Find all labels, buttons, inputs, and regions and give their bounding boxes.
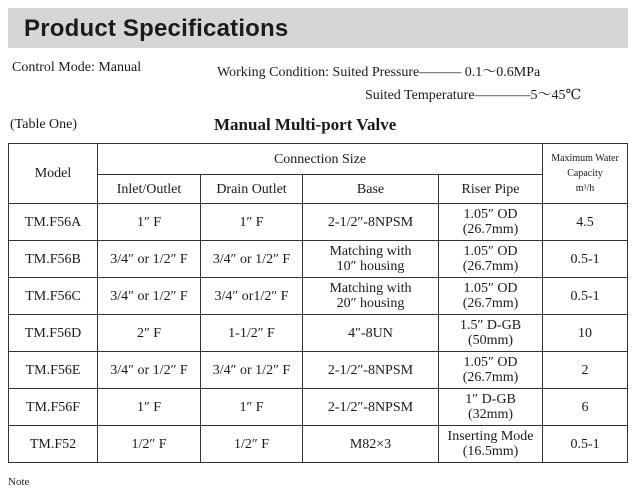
cell-drain: 1/2″ F: [201, 426, 303, 463]
col-base: Base: [303, 175, 439, 204]
cell-inlet: 1″ F: [98, 389, 201, 426]
page-title: Product Specifications: [24, 15, 289, 42]
cell-riser: 1.05″ OD (26.7mm): [439, 352, 543, 389]
cell-capacity: 6: [543, 389, 628, 426]
table-row: [9, 204, 628, 241]
cell-riser: 1″ D-GB (32mm): [439, 389, 543, 426]
cell-drain: 3/4″ or1/2″ F: [201, 278, 303, 315]
table-row: [9, 315, 628, 352]
note-label: Note: [8, 476, 30, 488]
cell-base: 2-1/2″-8NPSM: [303, 389, 439, 426]
cell-drain: 3/4″ or 1/2″ F: [201, 241, 303, 278]
cell-model: TM.F56F: [9, 389, 98, 426]
cell-capacity: 0.5-1: [543, 278, 628, 315]
cell-drain: 1″ F: [201, 204, 303, 241]
table-row: [9, 352, 628, 389]
table-row: [9, 241, 628, 278]
cell-model: TM.F52: [9, 426, 98, 463]
spec-table: [8, 143, 628, 463]
cell-capacity: 4.5: [543, 204, 628, 241]
cell-inlet: 3/4″ or 1/2″ F: [98, 352, 201, 389]
cell-capacity: 0.5-1: [543, 426, 628, 463]
cell-model: TM.F56D: [9, 315, 98, 352]
working-condition: [217, 61, 540, 81]
cell-drain: 1″ F: [201, 389, 303, 426]
control-mode: Control Mode: Manual: [12, 60, 142, 75]
cell-inlet: 2″ F: [98, 315, 201, 352]
col-max-capacity-label: Maximum Water Capacity: [551, 153, 619, 179]
header-bar: [8, 8, 628, 48]
subheader-row: [9, 175, 628, 204]
cell-inlet: 1/2″ F: [98, 426, 201, 463]
table-body: [9, 204, 628, 463]
cell-inlet: 1″ F: [98, 204, 201, 241]
cell-drain: 3/4″ or 1/2″ F: [201, 352, 303, 389]
table-row: [9, 278, 628, 315]
cell-capacity: 0.5-1: [543, 241, 628, 278]
cell-inlet: 3/4″ or 1/2″ F: [98, 241, 201, 278]
cell-model: TM.F56B: [9, 241, 98, 278]
table-row: [9, 426, 628, 463]
table-label: (Table One): [10, 117, 78, 132]
table-title: Manual Multi-port Valve: [214, 115, 397, 134]
cell-base: 4″-8UN: [303, 315, 439, 352]
table-row: [9, 389, 628, 426]
cell-capacity: 2: [543, 352, 628, 389]
suited-temperature: Suited Temperature————5～45℃: [365, 88, 582, 103]
cell-model: TM.F56E: [9, 352, 98, 389]
col-max-capacity: [543, 144, 628, 204]
cell-base: Matching with 20″ housing: [303, 278, 439, 315]
working-condition-label: Working Condition:: [217, 65, 330, 80]
col-max-capacity-unit: m³/h: [575, 183, 595, 194]
cell-riser: 1.5″ D-GB (50mm): [439, 315, 543, 352]
col-connection-size: Connection Size: [98, 144, 543, 175]
cell-drain: 1-1/2″ F: [201, 315, 303, 352]
cell-base: Matching with 10″ housing: [303, 241, 439, 278]
cell-base: M82×3: [303, 426, 439, 463]
col-inlet-outlet: Inlet/Outlet: [98, 175, 201, 204]
cell-riser: 1.05″ OD (26.7mm): [439, 241, 543, 278]
col-model: Model: [9, 144, 98, 204]
col-drain-outlet: Drain Outlet: [201, 175, 303, 204]
header-row: [9, 144, 628, 175]
cell-base: 2-1/2″-8NPSM: [303, 352, 439, 389]
cell-capacity: 10: [543, 315, 628, 352]
cell-riser: 1.05″ OD (26.7mm): [439, 204, 543, 241]
suited-pressure: Suited Pressure——— 0.1～0.6MPa: [332, 65, 541, 80]
cell-riser: Inserting Mode (16.5mm): [439, 426, 543, 463]
col-riser-pipe: Riser Pipe: [439, 175, 543, 204]
cell-base: 2-1/2″-8NPSM: [303, 204, 439, 241]
cell-model: TM.F56C: [9, 278, 98, 315]
cell-riser: 1.05″ OD (26.7mm): [439, 278, 543, 315]
cell-inlet: 3/4″ or 1/2″ F: [98, 278, 201, 315]
cell-model: TM.F56A: [9, 204, 98, 241]
